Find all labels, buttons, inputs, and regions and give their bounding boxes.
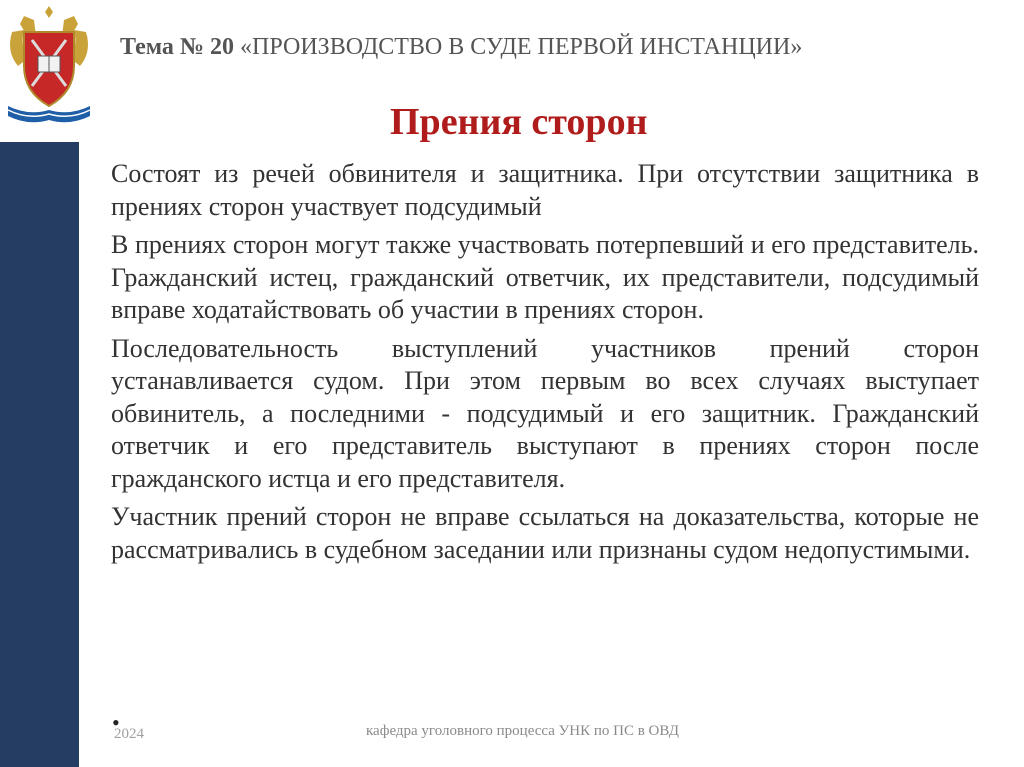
paragraph: Состоят из речей обвинителя и защитника. При отсутствии защитника в прениях сторон участвует подсудимый	[111, 159, 979, 221]
footer-year: 2024	[114, 726, 144, 742]
footer-department: кафедра уголовного процесса УНК по ПС в ОВД	[366, 723, 680, 739]
slide-title: Прения сторон	[390, 101, 648, 143]
paragraph: В прениях сторон могут также участвовать потерпевший и его представитель. Гражданский истец, гражданский ответчик, их представители, подсудимый вправе ходатайствовать об участии в прениях сторон.	[111, 230, 979, 324]
topic-title: «ПРОИЗВОДСТВО В СУДЕ ПЕРВОЙ ИНСТАНЦИИ»	[240, 34, 803, 60]
paragraph: Участник прений сторон не вправе ссылаться на доказательства, которые не рассматривались в судебном заседании или признаны судом недопустимыми.	[111, 502, 979, 564]
topic-number: Тема № 20	[120, 34, 235, 60]
paragraph: Последовательность выступлений участников прений сторон устанавливается судом. При этом первым во всех случаях выступает обвинитель, а последними - подсудимый и его защитник. Гражданский ответчик и его представитель выступают в прениях сторон после гражданского истца и его представителя.	[111, 333, 979, 493]
topic-header	[120, 34, 802, 61]
empty-bullet: •	[112, 710, 120, 735]
sidebar-bar	[0, 142, 79, 767]
slide-body	[111, 158, 979, 572]
emblem-icon	[4, 2, 94, 130]
